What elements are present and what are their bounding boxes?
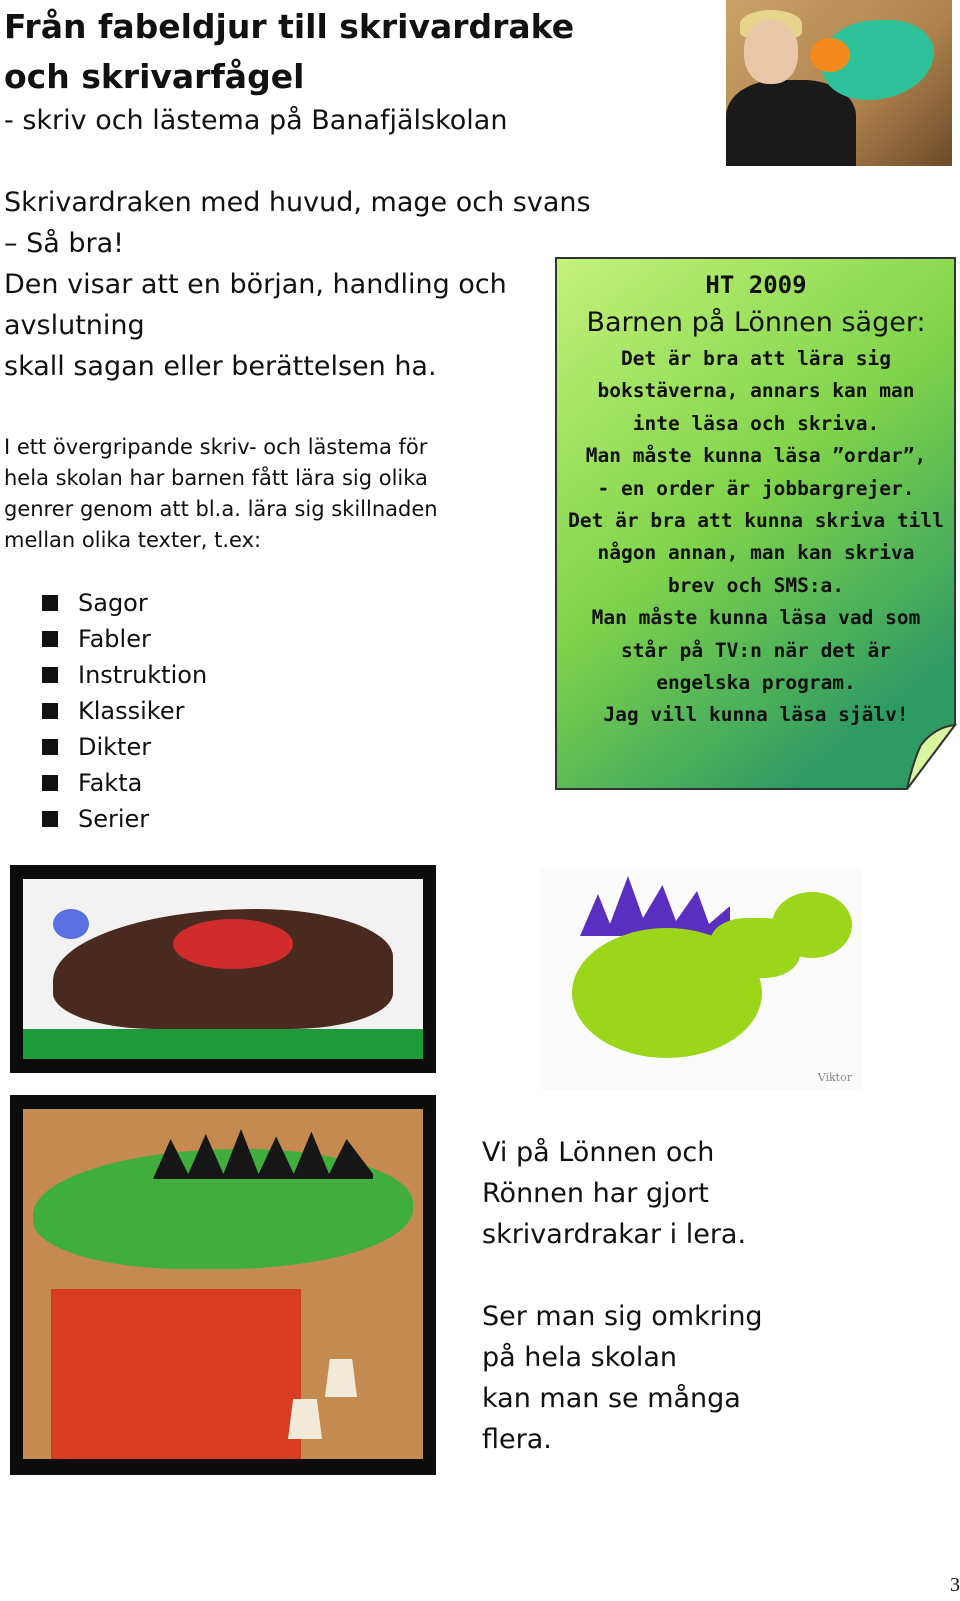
intro-line-1: Skrivardraken med huvud, mage och svans xyxy=(4,187,591,218)
square-bullet-icon xyxy=(42,775,58,791)
title-line-1: Från fabeldjur till skrivardrake xyxy=(4,7,575,46)
closing-line: på hela skolan xyxy=(482,1342,678,1373)
body-paragraph: I ett övergripande skriv- och lästema för hela skolan har barnen fått lära sig olika genrer genom att bl.a. lära sig skillnaden mellan olika texter, t.ex: xyxy=(4,435,438,552)
square-bullet-icon xyxy=(42,595,58,611)
title-line-2: och skrivarfågel xyxy=(4,57,305,96)
list-item xyxy=(42,765,207,801)
genre-label: Serier xyxy=(78,805,150,833)
genre-label: Sagor xyxy=(78,589,148,617)
drawing-spikes xyxy=(580,876,730,936)
genre-label: Instruktion xyxy=(78,661,208,689)
note-line: Man måste kunna läsa ”ordar”, xyxy=(585,444,927,468)
photo-hanging-dragon xyxy=(10,1095,436,1475)
genre-label: Fabler xyxy=(78,625,151,653)
photo-puppet-beak xyxy=(810,38,850,72)
list-item xyxy=(42,801,207,837)
note-line: Det är bra att kunna skriva till xyxy=(568,509,944,533)
list-item xyxy=(42,693,207,729)
note-line: bokstäverna, annars kan man xyxy=(597,379,915,403)
genre-label: Fakta xyxy=(78,769,143,797)
genre-label: Klassiker xyxy=(78,697,185,725)
list-item xyxy=(42,621,207,657)
note-line: Man måste kunna läsa vad som xyxy=(591,606,921,630)
note-line: Det är bra att lära sig xyxy=(620,347,892,370)
note-line: engelska program. xyxy=(656,671,856,695)
drawing-signature: Viktor xyxy=(817,1071,852,1084)
square-bullet-icon xyxy=(42,739,58,755)
intro-line-4: avslutning xyxy=(4,310,145,341)
page-title xyxy=(4,2,574,102)
photo-boy-with-dragon-puppet xyxy=(726,0,952,166)
closing-line: kan man se många xyxy=(482,1383,741,1414)
photo-face xyxy=(744,20,798,84)
intro-line-5: skall sagan eller berättelsen ha. xyxy=(4,351,437,382)
intro-line-3: Den visar att en början, handling och xyxy=(4,269,507,300)
genre-list xyxy=(42,585,207,837)
photo-clay-eye xyxy=(53,909,89,939)
square-bullet-icon xyxy=(42,811,58,827)
photo-red-wall xyxy=(51,1289,301,1459)
list-item xyxy=(42,585,207,621)
square-bullet-icon xyxy=(42,667,58,683)
closing-text xyxy=(482,1132,763,1460)
drawing-head xyxy=(772,892,852,958)
paragraph-gap xyxy=(482,1255,763,1296)
page-subtitle: - skriv och lästema på Banafjälskolan xyxy=(4,105,508,136)
note-line: inte läsa och skriva. xyxy=(632,411,880,435)
intro-text xyxy=(4,182,591,387)
genre-label: Dikter xyxy=(78,733,152,761)
square-bullet-icon xyxy=(42,703,58,719)
note-says: Barnen på Lönnen säger: xyxy=(586,307,926,338)
intro-line-2: – Så bra! xyxy=(4,228,124,259)
photo-shirt xyxy=(726,80,856,166)
page-number: 3 xyxy=(950,1574,960,1596)
square-bullet-icon xyxy=(42,631,58,647)
note-text xyxy=(555,267,957,732)
photo-hang-inner xyxy=(23,1109,423,1459)
photo-cup xyxy=(325,1359,357,1397)
quote-note xyxy=(555,257,957,791)
photo-clay-spikes xyxy=(173,919,293,969)
note-line: står på TV:n när det är xyxy=(620,638,892,662)
drawing-green-dragon xyxy=(540,868,862,1090)
photo-clay-inner xyxy=(23,879,423,1059)
note-line: någon annan, man kan skriva xyxy=(597,541,915,565)
photo-grass xyxy=(23,1029,423,1059)
note-line: Jag vill kunna läsa själv! xyxy=(603,703,909,727)
list-item xyxy=(42,657,207,693)
closing-line: Vi på Lönnen och xyxy=(482,1137,715,1168)
closing-line: skrivardrakar i lera. xyxy=(482,1219,747,1250)
closing-line: Rönnen har gjort xyxy=(482,1178,709,1209)
note-heading: HT 2009 xyxy=(705,271,807,299)
photo-cup xyxy=(288,1399,322,1439)
photo-clay-dragon xyxy=(10,865,436,1073)
note-line: brev och SMS:a. xyxy=(667,573,845,597)
note-line: - en order är jobbargrejer. xyxy=(597,476,915,500)
closing-line: flera. xyxy=(482,1424,552,1455)
list-item xyxy=(42,729,207,765)
closing-line: Ser man sig omkring xyxy=(482,1301,763,1332)
